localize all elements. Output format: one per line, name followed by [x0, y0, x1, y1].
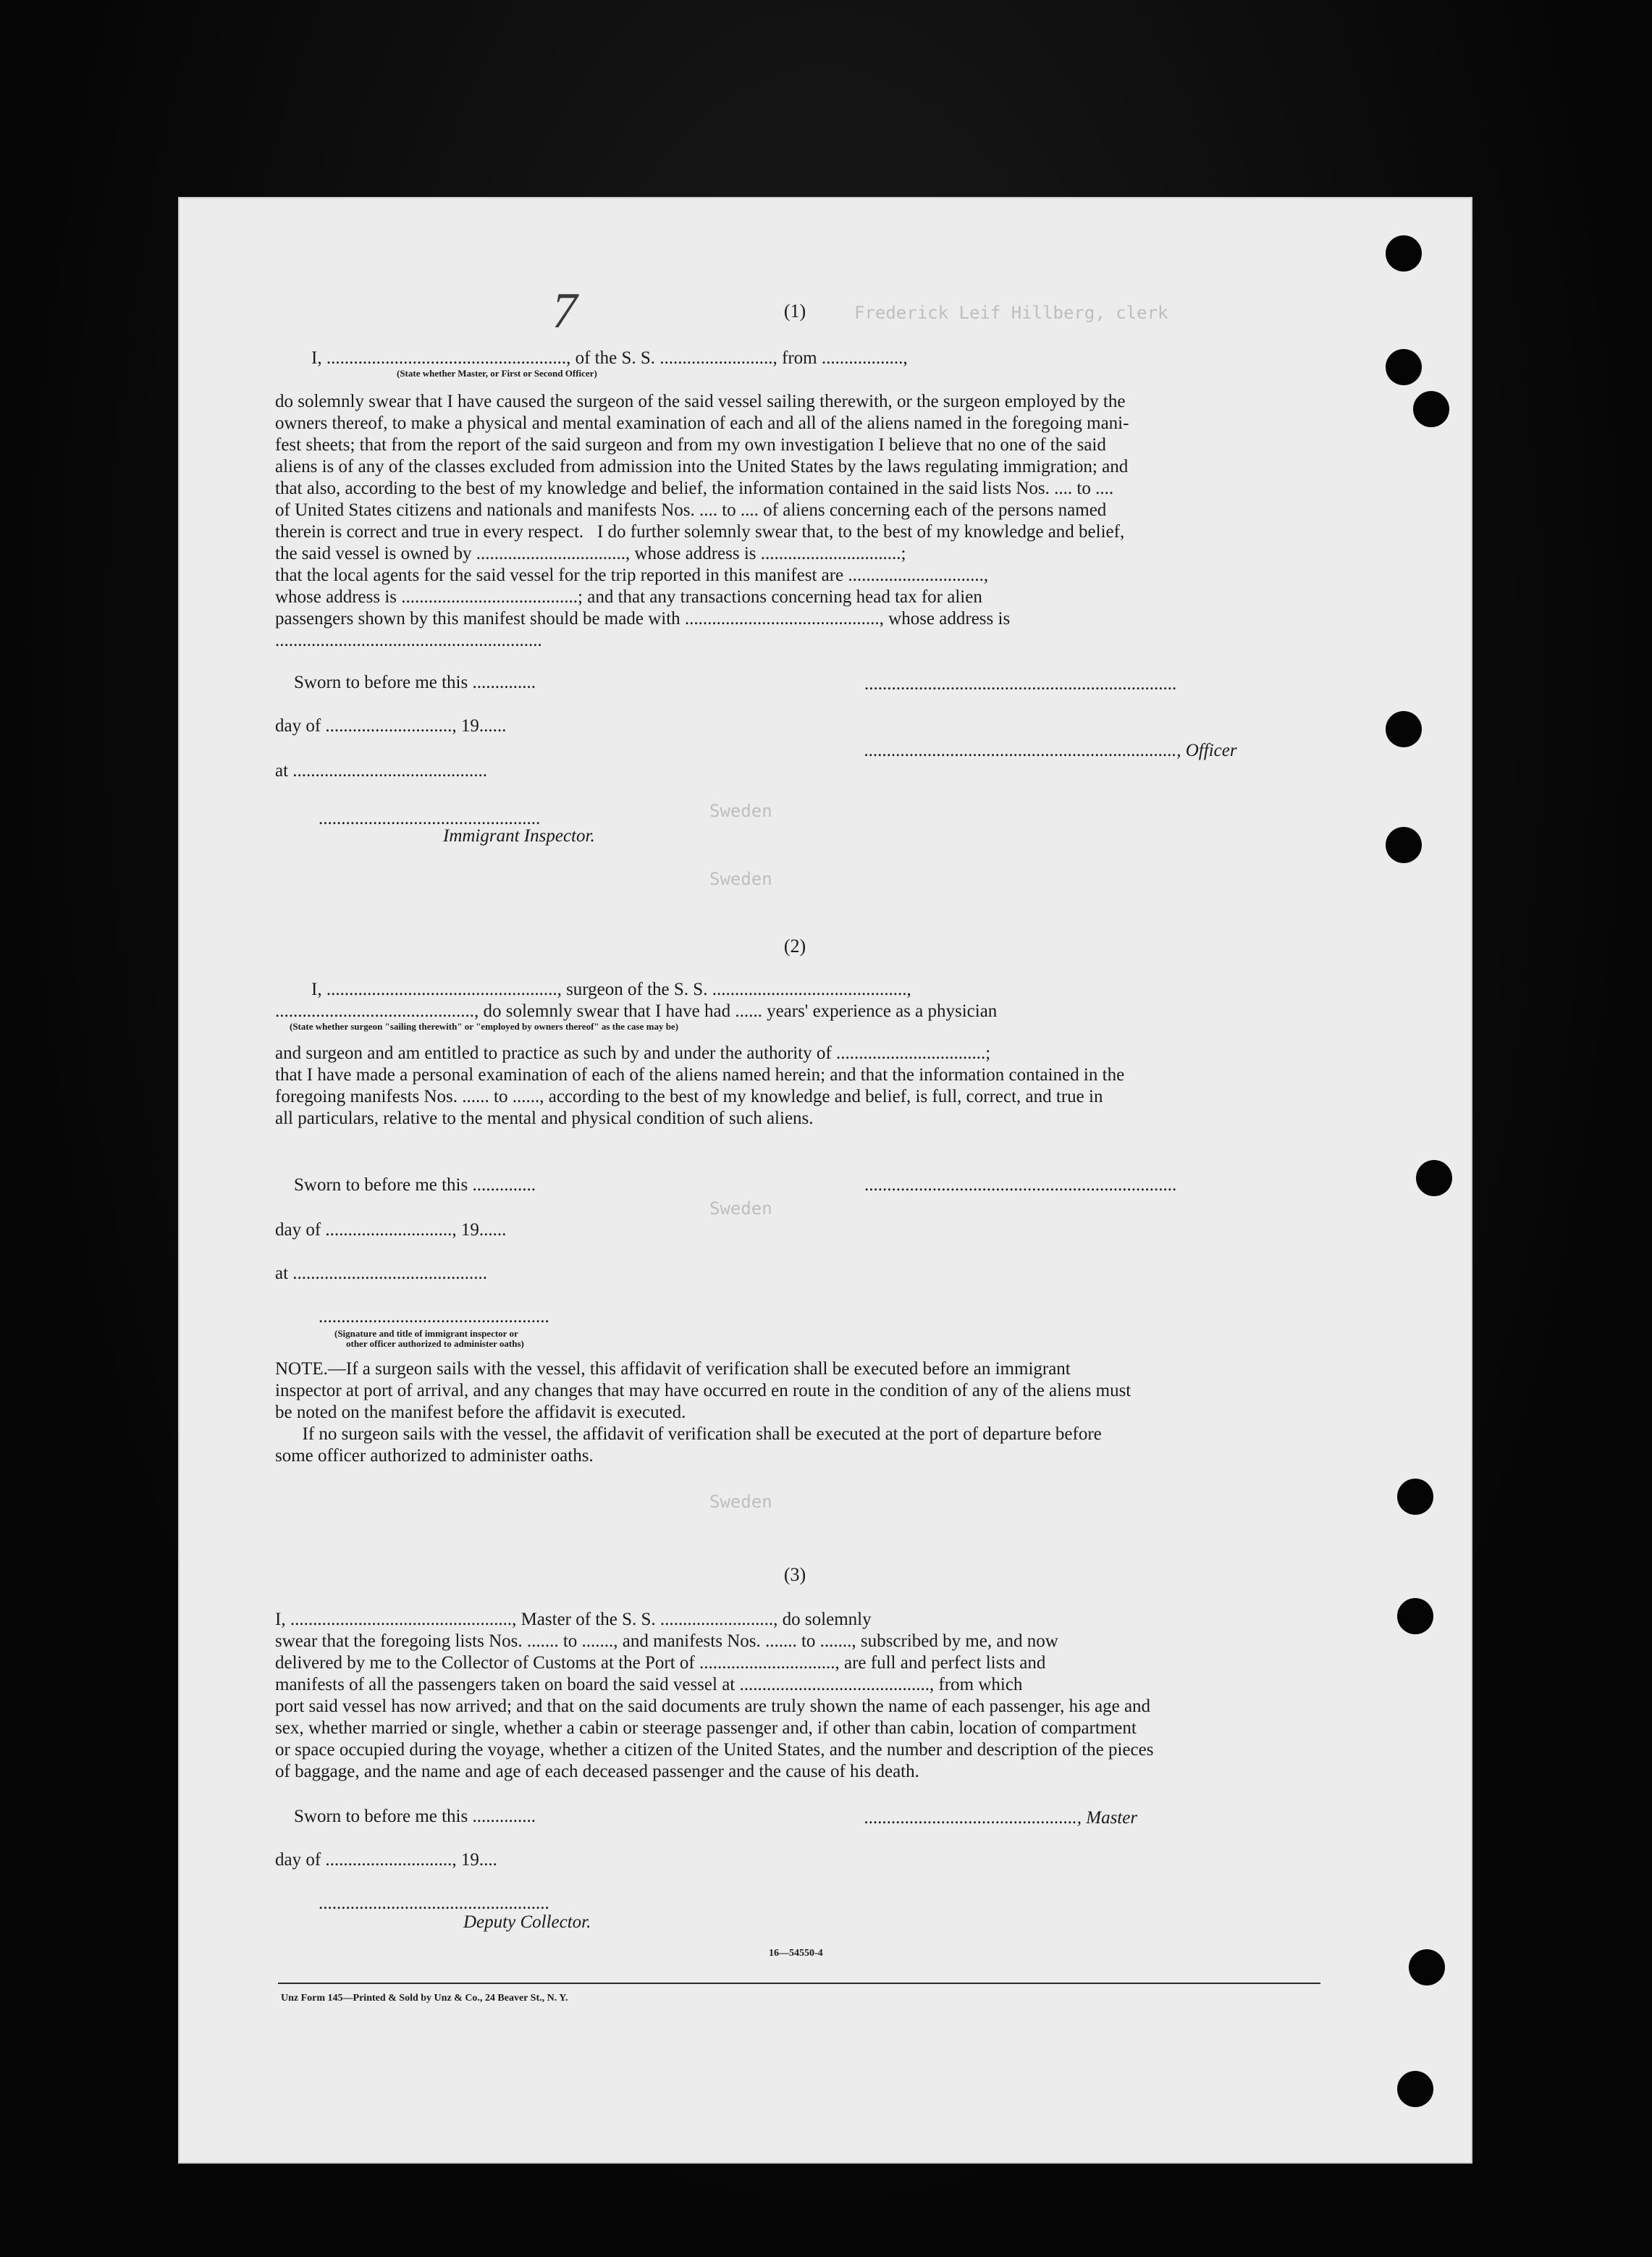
section-2-note: NOTE.—If a surgeon sails with the vessel, this affidavit of verification shall be executed before an immigrant inspector at port of arrival, and any changes that may have occurred en route in the condition of any of the aliens must be noted on the manifest before the affidavit is executed. If no surgeon sails with the vessel, the affidavit of verification shall be executed at the port of departure before some officer authorized to administer oaths. [275, 1359, 1131, 1466]
section-2-signature-line: ................................................... [319, 1307, 549, 1327]
section-1-inspector-signature-line: ................................................. [319, 809, 541, 828]
section-1-officer-signature-line: ..................................................................... [864, 674, 1177, 694]
print-code: 16—54550-4 [769, 1948, 823, 1959]
bleed-through-text: Sweden [709, 869, 772, 889]
section-2-oath-text: and surgeon and am entitled to practice as such by and under the authority of .................................; that I have made a personal examination of each of the aliens named herein; and that the information contained in the foregoing manifests Nos. ...... to ......, according to the best of my knowledge and belief, is full, correct, and true in all particulars, relative to the mental and physical condition of such aliens. [275, 1043, 1125, 1128]
section-2-sworn-line: Sworn to before me this .............. [294, 1175, 536, 1195]
section-2-second-line: ............................................, do solemnly swear that I have had ...... years' experience as a physician [275, 1001, 998, 1021]
section-3-oath-text: I, ................................................., Master of the S. S. ........................., do solemnly swear that the foregoing lists Nos. ....... to ......., and manifests Nos. ....... to ......., subscribed by me, and now delivered by me to the Collector of Customs at the Port of .............................., are full and perfect lists and manifests of all the passengers taken on board the said vessel at .........................................., from which port said vessel has now arrived; and that on the said documents are truly shown the name of each passenger, his age and sex, whether married or single, whether a cabin or steerage passenger and, if other than cabin, location of compartment or space occupied during the voyage, whether a citizen of the United States, and the number and description of the pieces of baggage, and the name and age of each deceased passenger and the cause of his death. [275, 1610, 1154, 1781]
section-2-first-line: I, ..................................................., surgeon of the S. S. ..........................................., [311, 980, 911, 999]
bleed-through-text: Sweden [709, 801, 772, 821]
section-2-officer-signature-line: ..................................................................... [864, 1175, 1177, 1195]
section-1-sworn-line: Sworn to before me this .............. [294, 673, 536, 692]
section-2-day-line: day of ............................, 19...... [275, 1220, 507, 1240]
section-1-day-line: day of ............................, 19...... [275, 716, 507, 736]
section-2-second-line-note: (State whether surgeon "sailing therewith" or "employed by owners thereof" as the case may be) [290, 1021, 679, 1032]
footer-rule [278, 1983, 1320, 1984]
section-1-first-line: I, ....................................................., of the S. S. ........................., from .................., [311, 348, 908, 368]
section-2-signature-note: (Signature and title of immigrant inspector or [334, 1328, 518, 1339]
punch-hole [1413, 391, 1449, 427]
section-1-inspector-label: Immigrant Inspector. [443, 826, 595, 846]
section-1-number: (1) [783, 300, 806, 321]
punch-hole [1397, 1598, 1433, 1634]
punch-hole [1397, 2071, 1433, 2107]
punch-hole [1386, 349, 1422, 385]
punch-hole [1386, 235, 1422, 272]
section-1-first-line-note: (State whether Master, or First or Second Officer) [397, 368, 597, 379]
section-3-collector-label: Deputy Collector. [463, 1912, 591, 1932]
punch-hole [1386, 827, 1422, 863]
bleed-through-text: Frederick Leif Hillberg, clerk [854, 303, 1168, 323]
section-1-officer-line: ....................................................................., Officer [864, 741, 1237, 760]
section-3-day-line: day of ............................, 19.... [275, 1850, 497, 1870]
section-3-number: (3) [783, 1564, 806, 1585]
punch-hole [1386, 711, 1422, 747]
section-2-at-line: at ........................................... [275, 1264, 488, 1283]
section-3-collector-signature-line: ................................................... [319, 1894, 549, 1913]
section-3-master-line: ..............................................., Master [864, 1808, 1138, 1828]
punch-hole [1409, 1949, 1445, 1985]
section-2-number: (2) [783, 936, 806, 957]
section-3-sworn-line: Sworn to before me this .............. [294, 1807, 536, 1826]
bleed-through-text: Sweden [709, 1198, 772, 1219]
section-1-oath-text: do solemnly swear that I have caused the surgeon of the said vessel sailing therewith, or the surgeon employed by the owners thereof, to make a physical and mental examination of each and all of the aliens named in the foregoing mani- fest sheets; that from the report of the said surgeon and from my own investigation I believe that no one of the said aliens is of any of the classes excluded from admission into the United States by the laws regulating immigration; and that also, according to the best of my knowledge and belief, the information contained in the said lists Nos. .... to .... of United States citizens and nationals and manifests Nos. .... to .... of aliens concerning each of the persons named therein is correct and true in every respect. I do further solemnly swear that, to the best of my knowledge and belief, the said vessel is owned by ................................., whose address is ...............................; that the local agents for the said vessel for the trip reported in this manifest are .............................., whose address is .......................................; and that any transactions concerning head tax for alien passengers shown by this manifest should be made with ..........................................., whose address is ........................................................... [275, 392, 1129, 650]
bleed-through-text: Sweden [709, 1492, 772, 1512]
punch-hole [1416, 1160, 1452, 1196]
section-2-signature-note: other officer authorized to administer oaths) [346, 1338, 524, 1349]
section-1-at-line: at ........................................... [275, 761, 488, 781]
punch-hole [1397, 1479, 1433, 1515]
handwritten-mark: 7 [552, 283, 578, 339]
form-footer: Unz Form 145—Printed & Sold by Unz & Co., 24 Beaver St., N. Y. [281, 1993, 568, 2004]
